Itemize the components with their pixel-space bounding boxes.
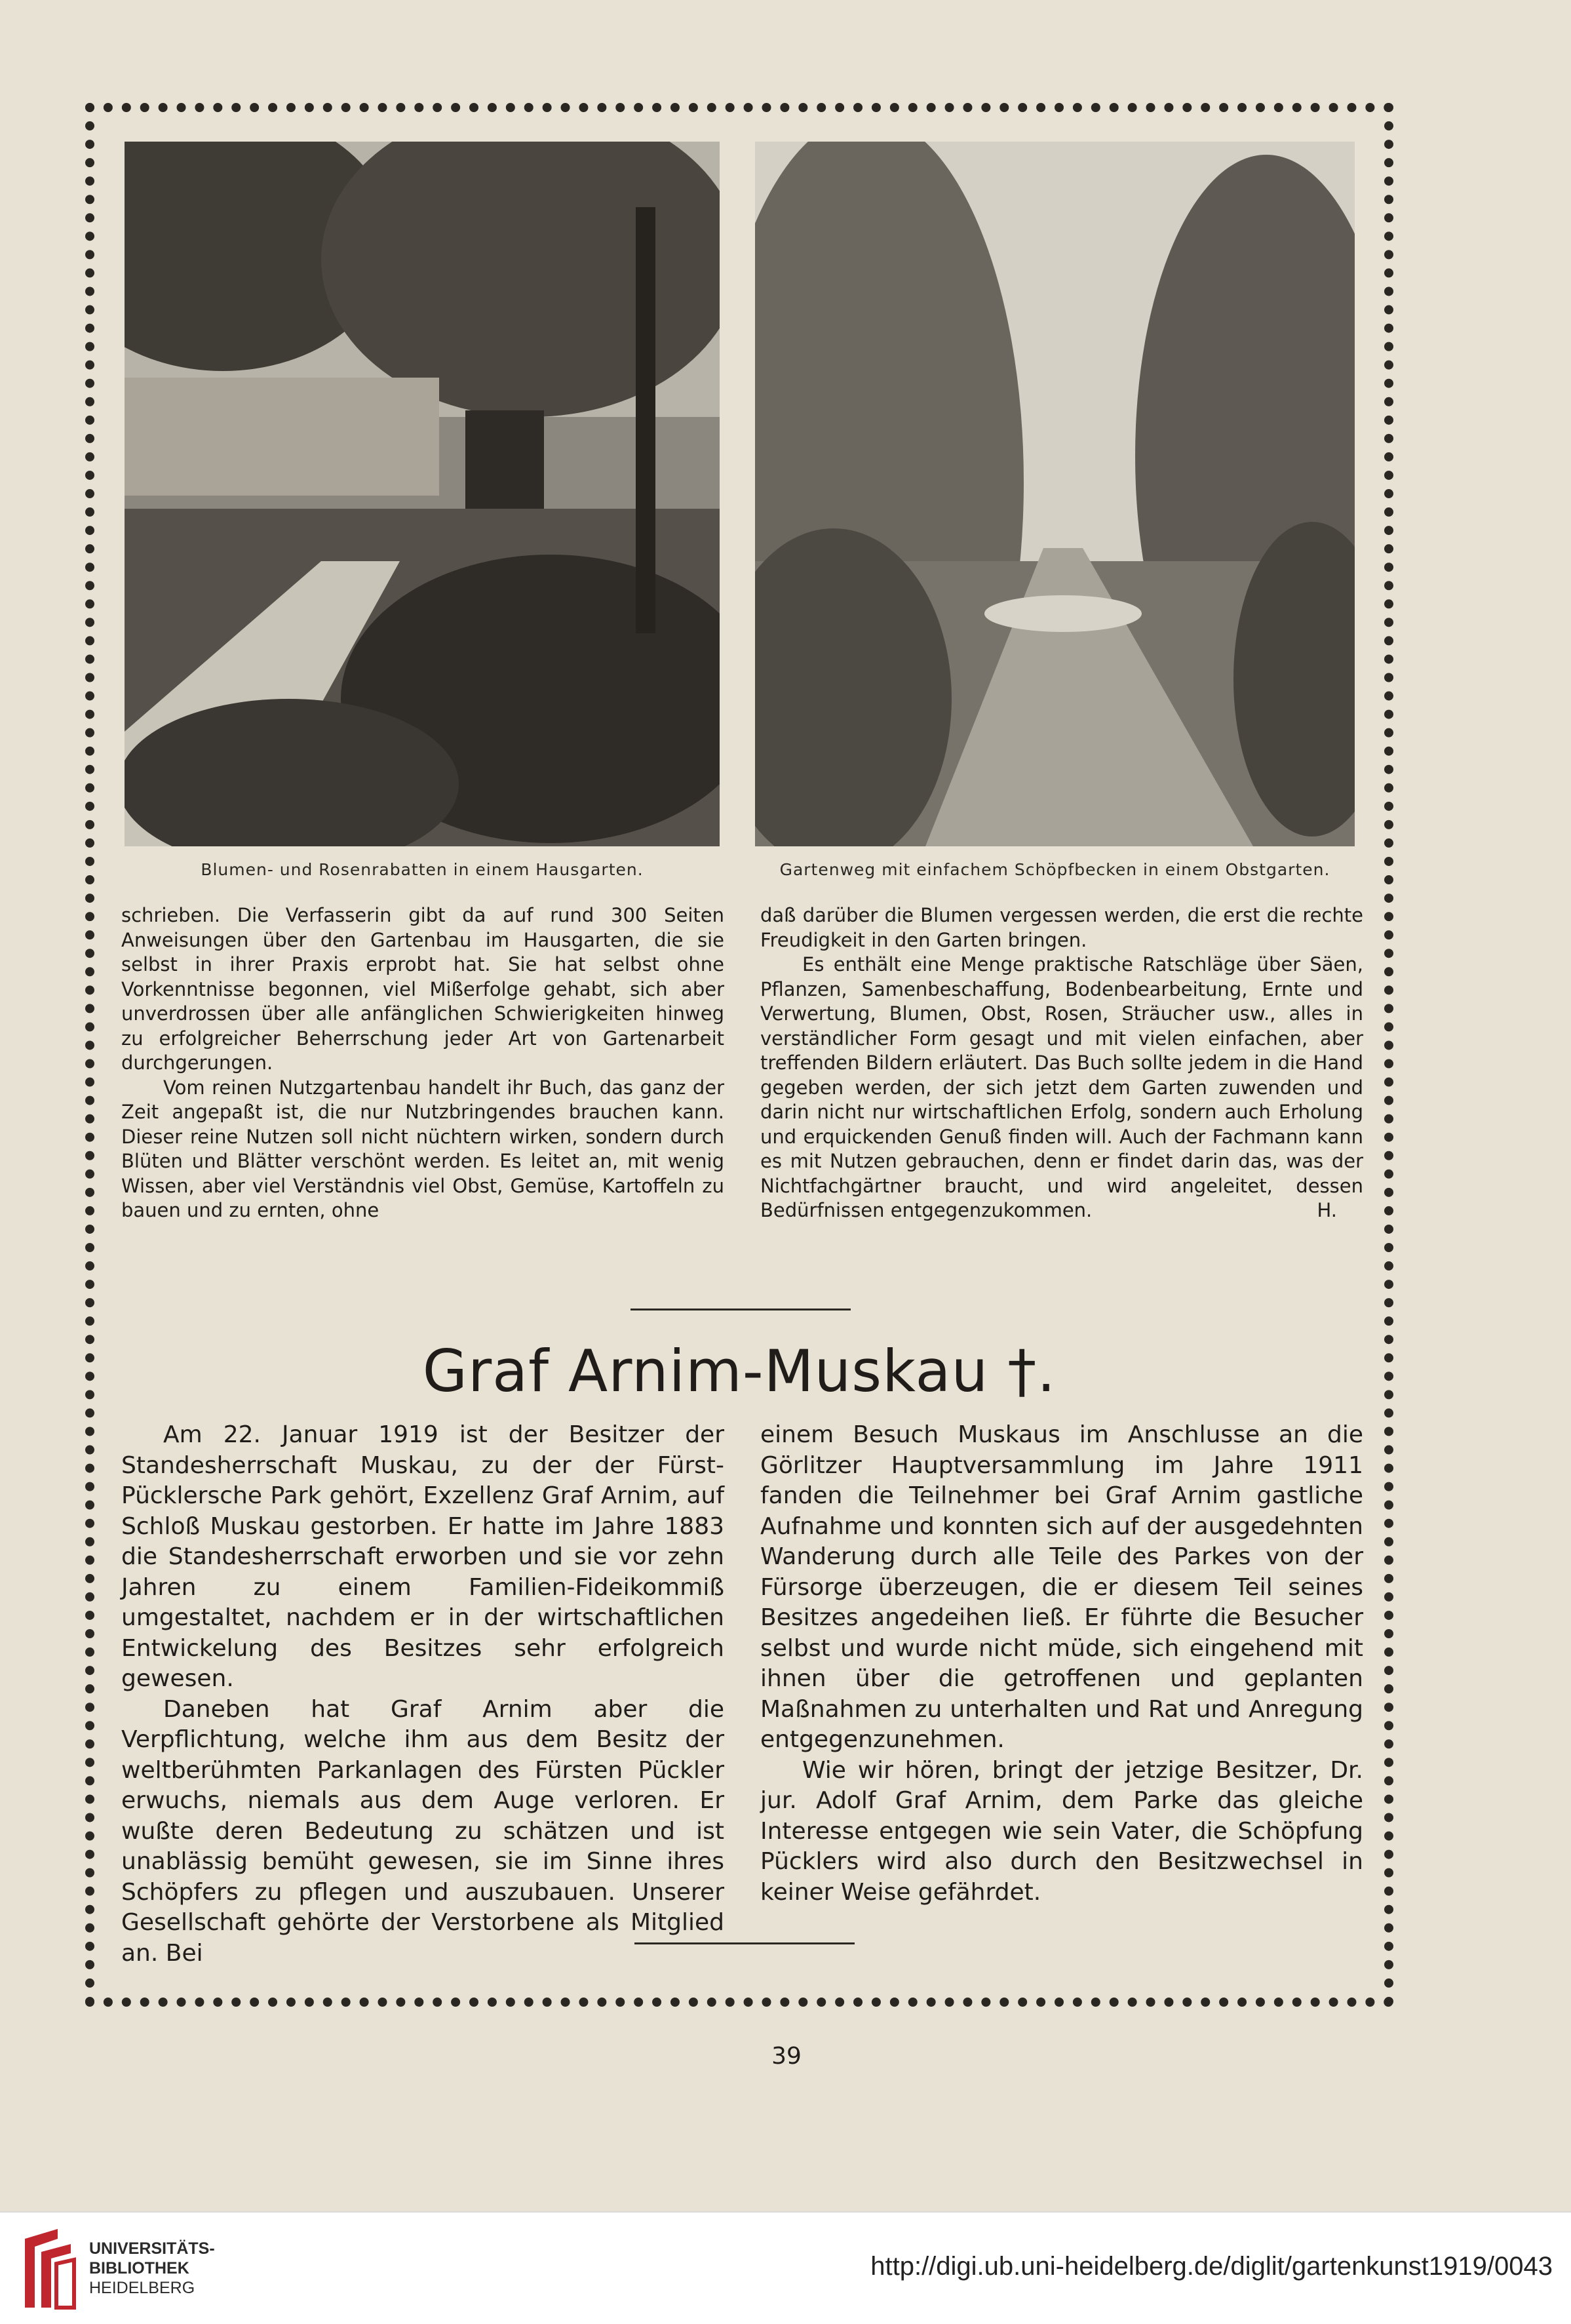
section-divider-top xyxy=(630,1309,851,1310)
library-name-line-3: HEIDELBERG xyxy=(89,2279,195,2297)
review-left-paragraph-1: schrieben. Die Verfasserin gibt da auf rund 300 Seiten Anweisungen über den Gartenbau im Hausgarten, die sie selbst in ihrer Praxis erprobt hat. Sie hat selbst ohne Vorkenntnisse begonnen, viel Mißerfolge gehabt, sich aber unverdrossen über alle anfänglichen Schwierigkeiten hinweg zu erfolgreicher Beherrschung jeder Art von Gartenarbeit durchgerungen. xyxy=(121,904,724,1074)
page-number: 39 xyxy=(771,2043,802,2070)
review-text-right-column xyxy=(760,903,1363,1223)
obituary-right-paragraph-1: einem Besuch Muskaus im Anschlusse an die Görlitzer Hauptversammlung im Jahre 1911 fanden die Teilnehmer bei Graf Arnim gastliche Aufnahme und konnten sich auf der ausgedehnten Wanderung durch alle Teile des Parkes von der Fürsorge überzeugen, die er diesem Teil seines Besitzes angedeihen ließ. Er führte die Besucher selbst und wurde nicht müde, sich eingehend mit ihnen über die getroffenen und geplanten Maßnahmen zu unterhalten und Rat und Anregung entgegenzunehmen. xyxy=(760,1421,1363,1753)
review-text-left-column xyxy=(121,903,724,1223)
obituary-left-paragraph-2: Daneben hat Graf Arnim aber die Verpflichtung, welche ihm aus dem Besitz der weltberühmten Parkanlagen des Fürsten Pückler erwuchs, niemals aus dem Auge verloren. Er wußte deren Bedeutung zu schätzen und ist unablässig bemüht gewesen, sie im Sinne ihres Schöpfers zu pflegen und auszubauen. Unserer Gesellschaft gehörte der Verstorbene als Mitglied an. Bei xyxy=(121,1695,724,1967)
source-url-link[interactable]: http://digi.ub.uni-heidelberg.de/diglit/gartenkunst1919/0043 xyxy=(870,2252,1553,2281)
caption-orchard-path: Gartenweg mit einfachem Schöpfbecken in einem Obstgarten. xyxy=(779,860,1330,879)
obituary-text-right-column xyxy=(760,1420,1363,1908)
section-divider-bottom xyxy=(634,1942,855,1944)
photo-house-garden xyxy=(125,142,720,846)
review-signature: H. xyxy=(1317,1199,1337,1221)
library-name-line-2: BIBLIOTHEK xyxy=(89,2259,189,2277)
orchard-path-image xyxy=(755,142,1355,846)
review-right-paragraph-1: daß darüber die Blumen vergessen werden, die erst die rechte Freudigkeit in den Garten bringen. xyxy=(760,904,1363,951)
review-right-paragraph-2 xyxy=(760,953,1363,1223)
obituary-right-paragraph-2: Wie wir hören, bringt der jetzige Besitzer, Dr. jur. Adolf Graf Arnim, dem Parke das gleiche Interesse entgegen wie sein Vater, die Schöpfung Pücklers wird also durch den Besitzwechsel in keiner Weise gefährdet. xyxy=(760,1756,1363,1906)
library-name-line-1: UNIVERSITÄTS- xyxy=(89,2239,215,2258)
caption-house-garden: Blumen- und Rosenrabatten in einem Hausgarten. xyxy=(201,860,644,879)
review-left-paragraph-2: Vom reinen Nutzgartenbau handelt ihr Buch, das ganz der Zeit angepaßt ist, die nur Nutzbringendes brauchen kann. Dieser reine Nutzen soll nicht nüchtern wirken, sondern durch Blüten und Blätter verschönt werden. Es leitet an, mit wenig Wissen, aber viel Verständnis viel Obst, Gemüse, Kartoffeln zu bauen und zu ernten, ohne xyxy=(121,1076,724,1221)
obituary-heading: Graf Arnim-Muskau †. xyxy=(422,1337,1057,1405)
library-logo-icon xyxy=(18,2226,77,2311)
obituary-left-paragraph-1: Am 22. Januar 1919 ist der Besitzer der Standesherrschaft Muskau, zu der der Fürst-Pücklersche Park gehört, Exzellenz Graf Arnim, auf Schloß Muskau gestorben. Er hatte im Jahre 1883 die Standesherrschaft erworben und sie vor zehn Jahren zu einem Familien-Fideikommiß umgestaltet, nachdem er in der wirtschaftlichen Entwickelung des Besitzes sehr erfolgreich gewesen. xyxy=(121,1421,724,1692)
obituary-text-left-column xyxy=(121,1420,724,1969)
library-name xyxy=(89,2239,215,2298)
photo-orchard-path xyxy=(755,142,1355,846)
house-garden-image xyxy=(125,142,720,846)
review-right-paragraph-2-text: Es enthält eine Menge praktische Ratschläge über Säen, Pflanzen, Samenbeschaffung, Bodenbearbeitung, Ernte und Verwertung, Blumen, Obst, Rosen, Sträucher usw., alles in verständlicher Form gesagt und mit vielen einfachen, aber treffenden Bildern erläutert. Das Buch sollte jedem in die Hand gegeben werden, der sich jetzt dem Garten zuwenden und darin nicht nur wirtschaftlichen Erfolg, sondern auch Erholung und erquickenden Genuß finden will. Auch der Fachmann kann es mit Nutzen gebrauchen, denn er findet darin das, was der Nichtfachgärtner braucht, und wird angeleitet, dessen Bedürfnissen entgegenzukommen. xyxy=(760,953,1363,1221)
digitization-footer xyxy=(0,2211,1571,2324)
